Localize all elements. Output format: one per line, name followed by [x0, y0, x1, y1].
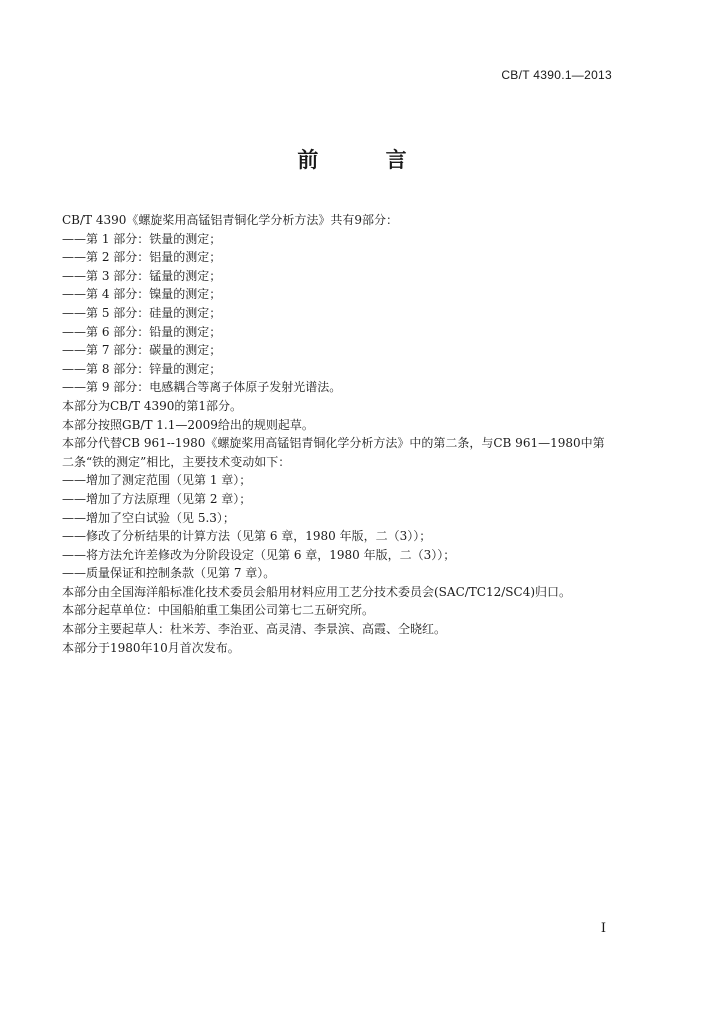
list-item-part-8: ——第 8 部分：锌量的测定；	[62, 361, 222, 376]
paragraph-drafters: 本部分主要起草人：杜米芳、李治亚、高灵清、李景滨、高霞、仝晓红。	[62, 622, 447, 637]
list-item-change-4: ——修改了分析结果的计算方法（见第 6 章，1980 年版，二（3））；	[62, 529, 432, 544]
list-item-change-2: ——增加了方法原理（见第 2 章）；	[62, 491, 252, 506]
foreword-body	[62, 211, 622, 657]
paragraph-replaces-2: 二条“铁的测定”相比，主要技术变动如下：	[62, 454, 291, 469]
list-item-part-1: ——第 1 部分：铁量的测定；	[62, 231, 222, 246]
list-item-part-4: ——第 4 部分：镍量的测定；	[62, 287, 222, 302]
paragraph-first-release: 本部分于1980年10月首次发布。	[62, 640, 240, 655]
list-item-change-6: ——质量保证和控制条款（见第 7 章）。	[62, 566, 276, 581]
list-item-change-1: ——增加了测定范围（见第 1 章）；	[62, 473, 252, 488]
paragraph-replaces-1: 本部分代替CB 961--1980《螺旋桨用高锰铝青铜化学分析方法》中的第二条，与CB 961—1980中第	[62, 436, 605, 451]
document-code: CB/T 4390.1—2013	[501, 68, 612, 82]
paragraph-drafting-unit: 本部分起草单位：中国船舶重工集团公司第七二五研究所。	[62, 603, 375, 618]
list-item-part-5: ——第 5 部分：硅量的测定；	[62, 305, 222, 320]
page-number: I	[600, 921, 606, 936]
list-item-part-6: ——第 6 部分：铅量的测定；	[62, 324, 222, 339]
paragraph-drafting-rules: 本部分按照GB/T 1.1—2009给出的规则起草。	[62, 417, 314, 432]
list-item-change-5: ——将方法允许差修改为分阶段设定（见第 6 章，1980 年版，二（3））；	[62, 547, 456, 562]
list-item-part-2: ——第 2 部分：铝量的测定；	[62, 250, 222, 265]
list-item-part-3: ——第 3 部分：锰量的测定；	[62, 268, 222, 283]
paragraph-part-statement: 本部分为CB/T 4390的第1部分。	[62, 398, 243, 413]
list-item-part-7: ——第 7 部分：碳量的测定；	[62, 343, 222, 358]
list-item-change-3: ——增加了空白试验（见 5.3）；	[62, 510, 235, 525]
page-title: 前 言	[297, 148, 437, 172]
paragraph-centralized: 本部分由全国海洋船标准化技术委员会船用材料应用工艺分技术委员会(SAC/TC12/SC4)归口。	[62, 584, 572, 599]
list-item-part-9: ——第 9 部分：电感耦合等离子体原子发射光谱法。	[62, 380, 342, 395]
paragraph-intro: CB/T 4390《螺旋桨用高锰铝青铜化学分析方法》共有9部分：	[62, 213, 399, 227]
